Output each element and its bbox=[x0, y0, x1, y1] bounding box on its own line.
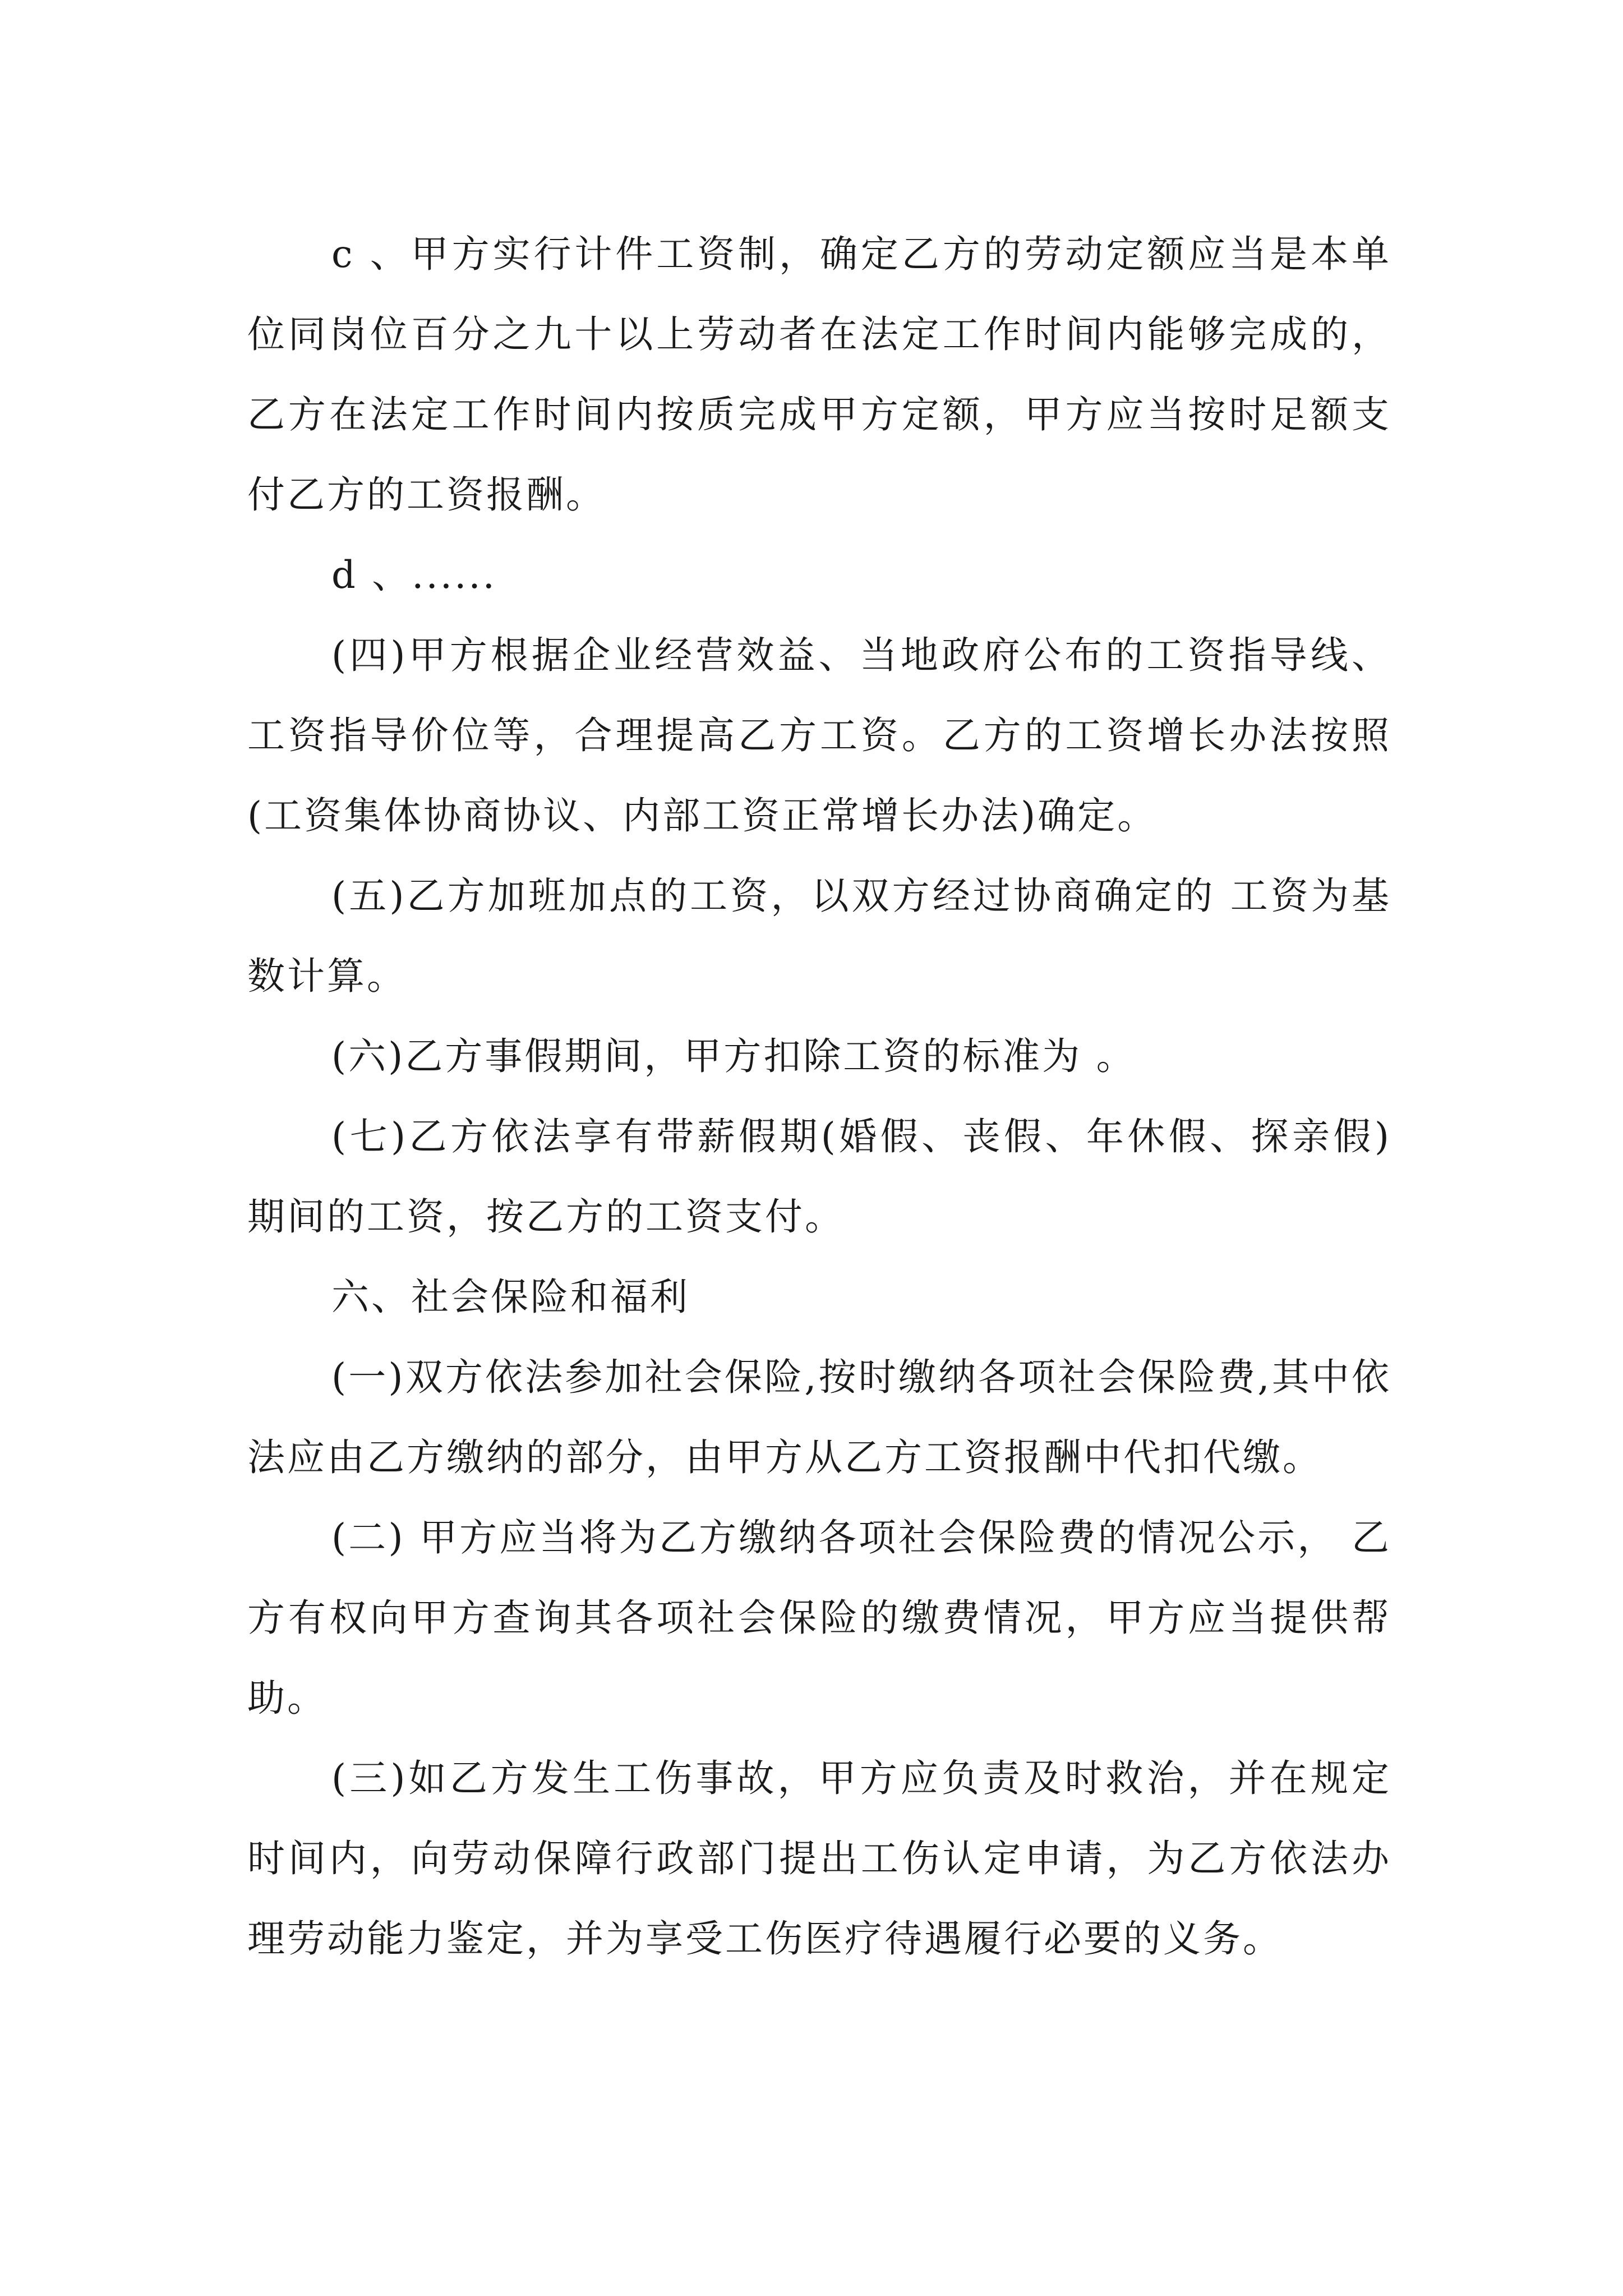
paragraph-insurance-disclosure: (二) 甲方应当将为乙方缴纳各项社会保险费的情况公示， 乙方有权向甲方查询其各项社会保险的缴费情况，甲方应当提供帮助。 bbox=[247, 1516, 1391, 1720]
section-heading-social-insurance: 六、社会保险和福利 bbox=[331, 1275, 690, 1319]
paragraph-work-injury: (三)如乙方发生工伤事故，甲方应负责及时救治，并在规定时间内，向劳动保障行政部门提出工伤认定申请，为乙方依法办理劳动能力鉴定，并为享受工伤医疗待遇履行必要的义务。 bbox=[247, 1756, 1391, 1961]
paragraph-wage-increase: (四)甲方根据企业经营效益、当地政府公布的工资指导线、工资指导价位等，合理提高乙方工资。乙方的工资增长办法按照(工资集体协商协议、内部工资正常增长办法)确定。 bbox=[247, 633, 1391, 838]
paragraph-overtime-wage: (五)乙方加班加点的工资，以双方经过协商确定的 工资为基数计算。 bbox=[247, 874, 1391, 998]
paragraph-insurance-participation: (一)双方依法参加社会保险,按时缴纳各项社会保险费,其中依法应由乙方缴纳的部分，由甲方从乙方工资报酬中代扣代缴。 bbox=[247, 1355, 1391, 1479]
paragraph-item-d: d 、...... bbox=[331, 553, 497, 597]
paragraph-personal-leave: (六)乙方事假期间，甲方扣除工资的标准为 。 bbox=[331, 1034, 1136, 1078]
document-body bbox=[247, 214, 1391, 1979]
paragraph-piecework-wage: c 、甲方实行计件工资制，确定乙方的劳动定额应当是本单位同岗位百分之九十以上劳动者在法定工作时间内能够完成的，乙方在法定工作时间内按质完成甲方定额，甲方应当按时足额支付乙方的工资报酬。 bbox=[247, 232, 1391, 517]
paragraph-paid-leave: (七)乙方依法享有带薪假期(婚假、丧假、年休假、探亲假)期间的工资，按乙方的工资支付。 bbox=[247, 1115, 1391, 1239]
